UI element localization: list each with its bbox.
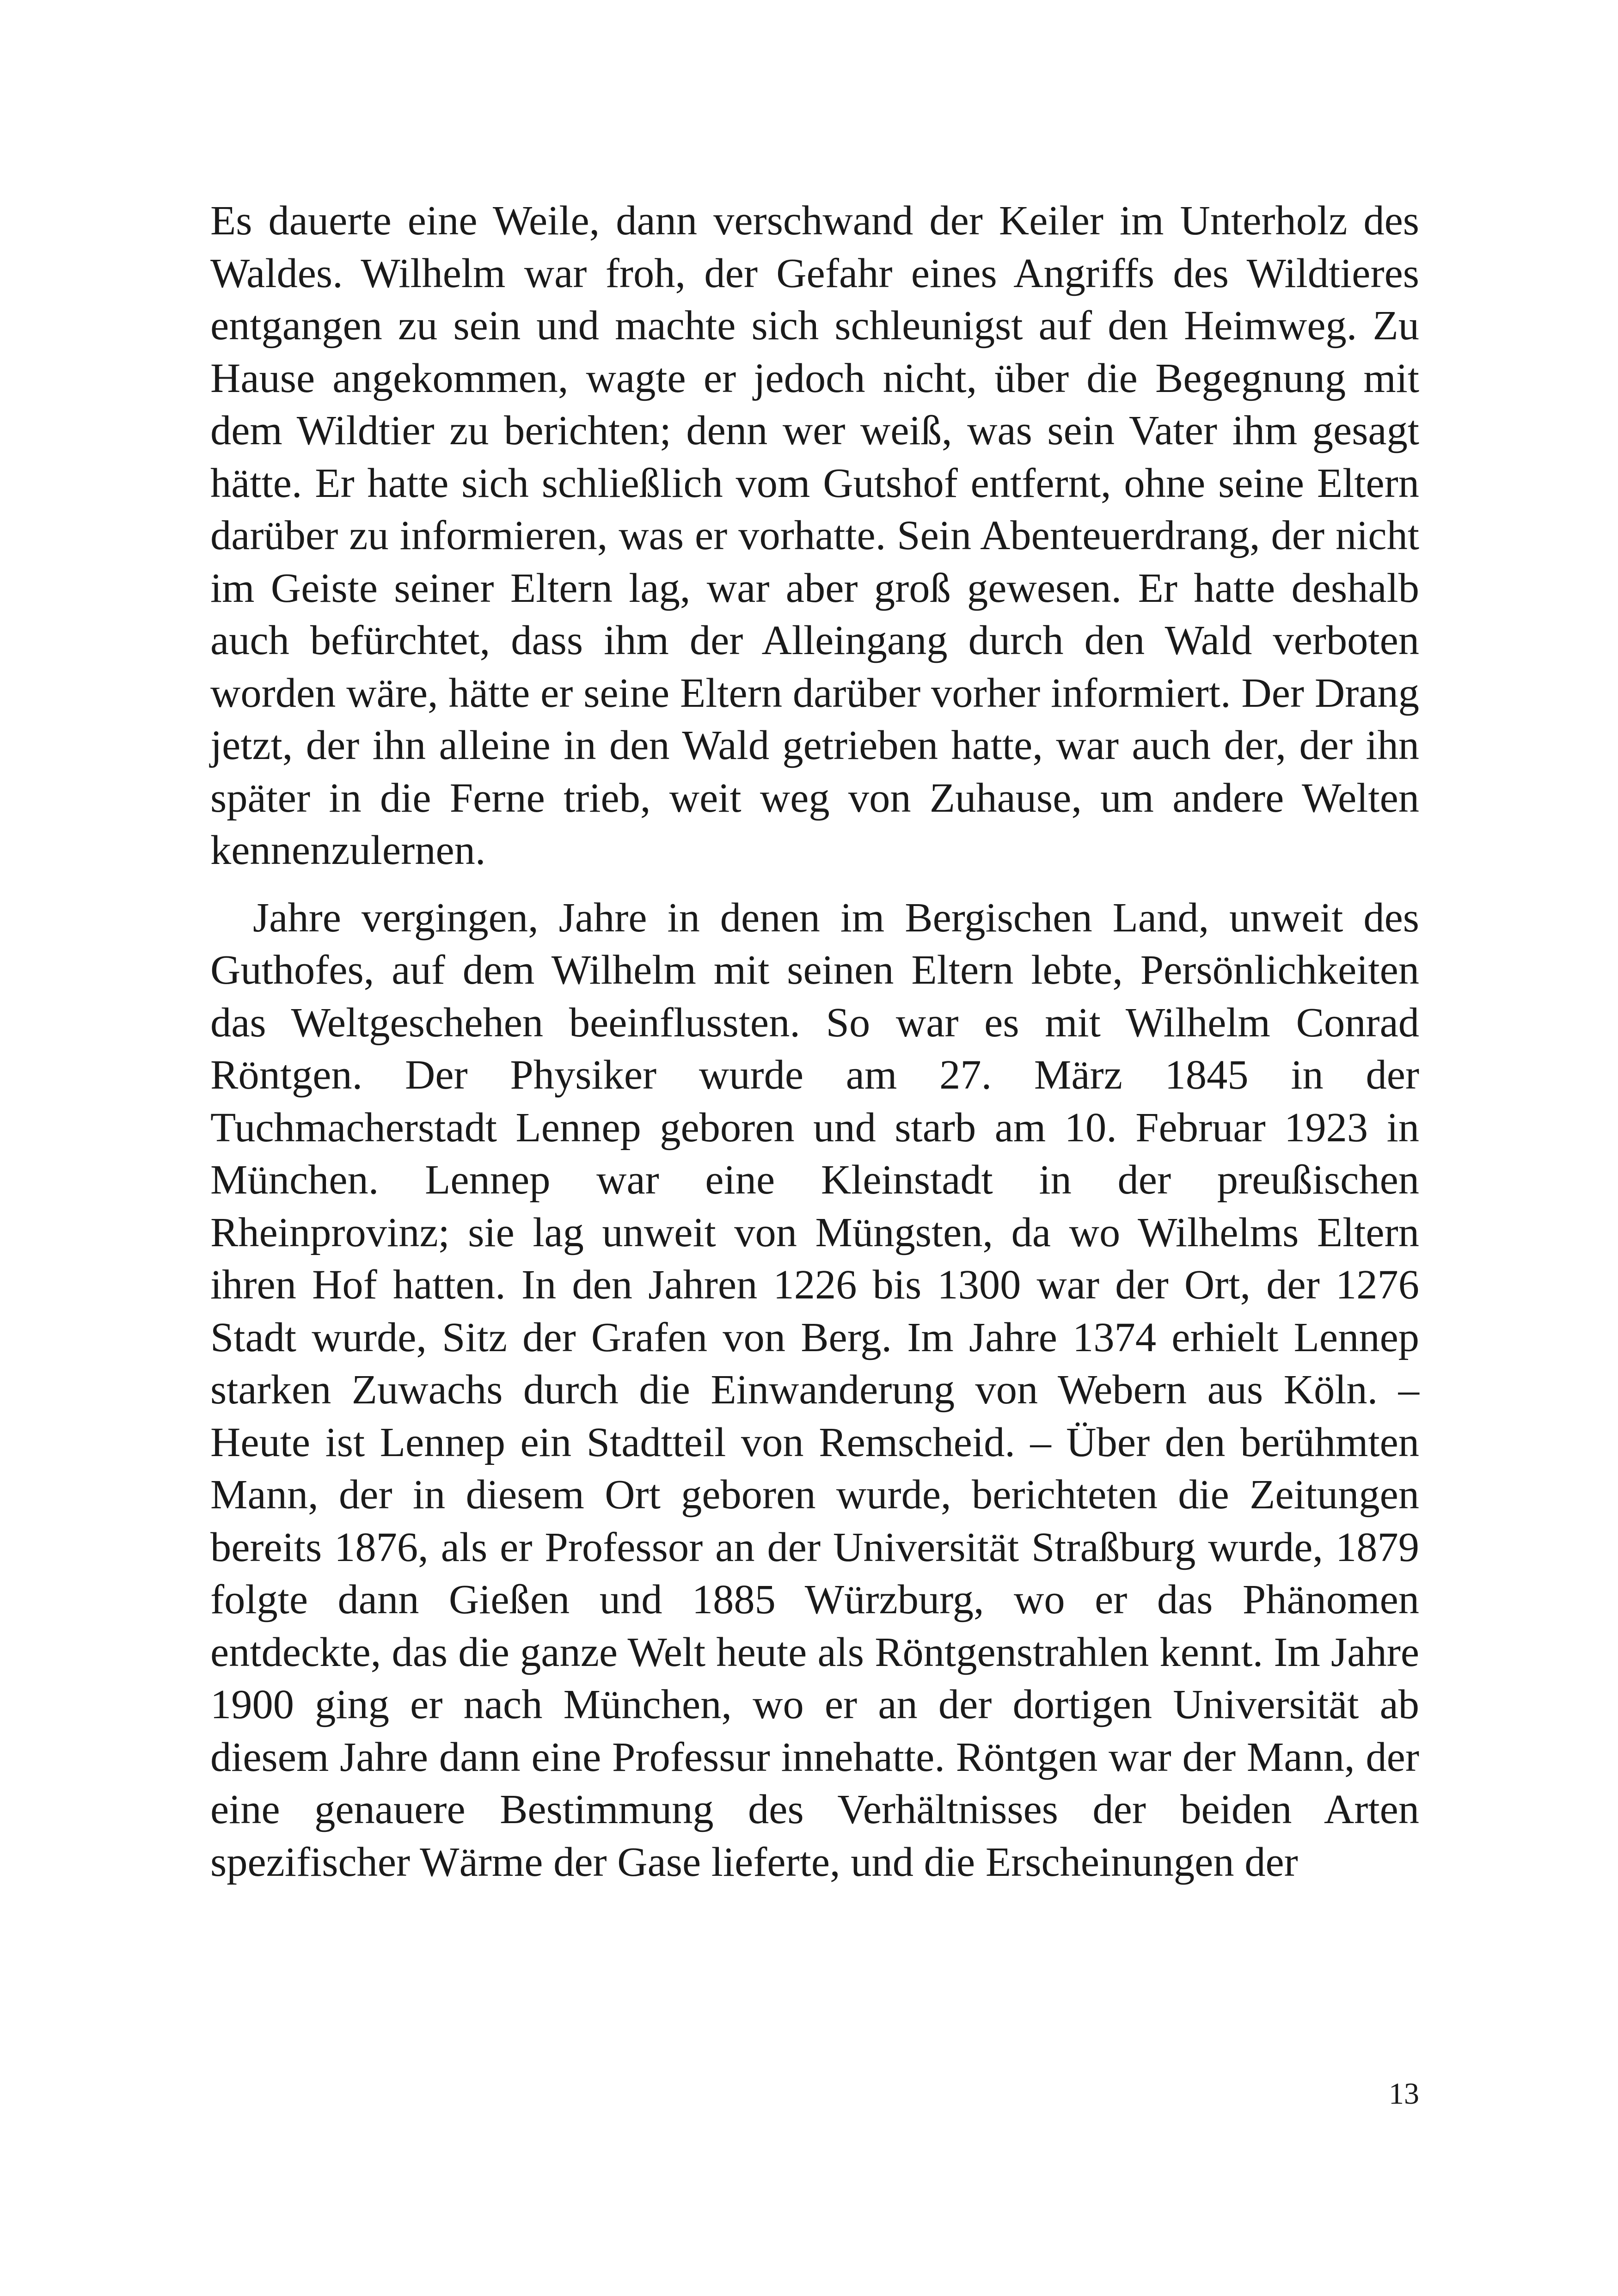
paragraph: Es dauerte eine Weile, dann verschwand der Keiler im Unterholz des Waldes. Wilhelm war froh, der Gefahr eines Angriffs des Wildtieres entgangen zu sein und machte sich schleunigst auf den Heimweg. Zu Hause angekommen, wagte er jedoch nicht, über die Begegnung mit dem Wildtier zu berichten; denn wer weiß, was sein Vater ihm gesagt hätte. Er hatte sich schließlich vom Gutshof entfernt, ohne seine Eltern darüber zu informieren, was er vorhatte. Sein Abenteuerdrang, der nicht im Geiste seiner Eltern lag, war aber groß gewesen. Er hatte deshalb auch befürchtet, dass ihm der Alleingang durch den Wald verboten worden wäre, hätte er seine Eltern darüber vorher informiert. Der Drang jetzt, der ihn alleine in den Wald getrieben hatte, war auch der, der ihn später in die Ferne trieb, weit weg von Zuhause, um andere Welten kennenzulernen. (210, 197, 1419, 873)
paragraph: Jahre vergingen, Jahre in denen im Bergischen Land, unweit des Guthofes, auf dem Wilhelm mit seinen Eltern lebte, Persönlichkeiten das Weltgeschehen beeinflussten. So war es mit Wilhelm Conrad Röntgen. Der Physiker wurde am 27. März 1845 in der Tuchmacherstadt Lennep geboren und starb am 10. Februar 1923 in München. Lennep war eine Kleinstadt in der preußischen Rheinprovinz; sie lag unweit von Müngsten, da wo Wilhelms Eltern ihren Hof hatten. In den Jahren 1226 bis 1300 war der Ort, der 1276 Stadt wurde, Sitz der Grafen von Berg. Im Jahre 1374 erhielt Lennep starken Zuwachs durch die Einwanderung von Webern aus Köln. – Heute ist Lennep ein Stadtteil von Remscheid. – Über den berühmten Mann, der in diesem Ort geboren wurde, berichteten die Zeitungen bereits 1876, als er Professor an der Universität Straßburg wurde, 1879 folgte dann Gießen und 1885 Würzburg, wo er das Phänomen entdeckte, das die ganze Welt heute als Röntgenstrahlen kennt. Im Jahre 1900 ging er nach München, wo er an der dortigen Universität ab diesem Jahre dann eine Professur innehatte. Röntgen war der Mann, der eine genauere Bestimmung des Verhältnisses der beiden Arten spezifischer Wärme der Gase lieferte, und die Erscheinungen der (210, 894, 1419, 1885)
body-text (210, 194, 1419, 1888)
page-number: 13 (1389, 2077, 1419, 2111)
